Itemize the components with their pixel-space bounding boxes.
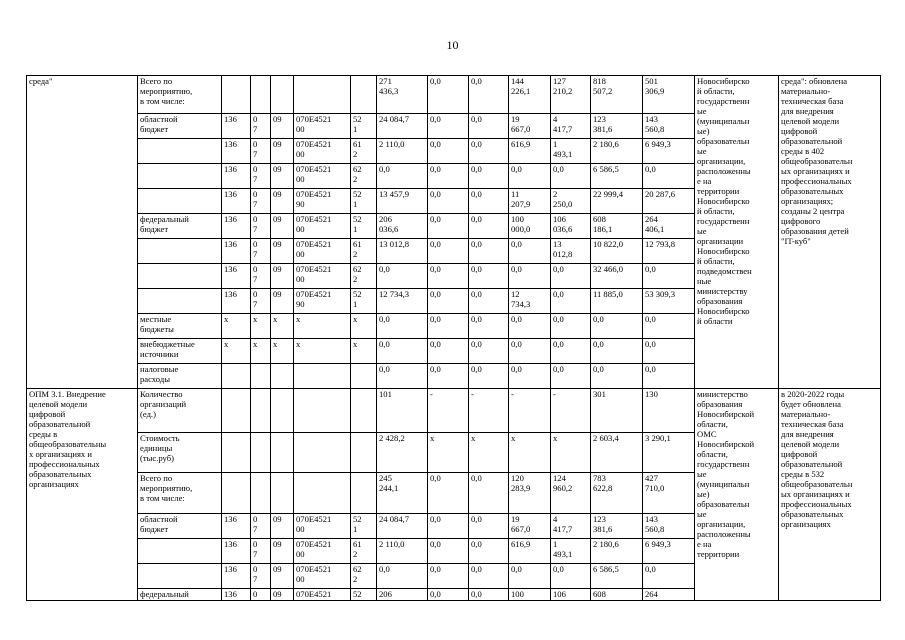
csr-cell: 070Е4521 90 xyxy=(294,189,351,214)
y2023-cell: 123 381,6 xyxy=(591,114,643,139)
y2022-cell: 4 417,7 xyxy=(551,514,591,539)
y2019-cell: 0,0 xyxy=(428,514,469,539)
y2022-cell: 127 210,2 xyxy=(551,76,591,114)
vr-cell: x xyxy=(351,314,377,339)
grbs-cell xyxy=(222,76,251,114)
source-cell: областной бюджет xyxy=(138,114,222,139)
y2023-cell: 0,0 xyxy=(591,339,643,364)
executors-cell: Новосибирско й области, государственн ые (муниципальн ые) образовательн ые организации, расположенны е на территории Новосибирско й области, государственн ые организации Новосибирско й области, подведомствен ные министерству образования Новосибирско й области xyxy=(695,76,779,389)
source-cell: налоговые расходы xyxy=(138,364,222,389)
y2023-cell: 6 586,5 xyxy=(591,564,643,589)
vr-cell: 52 1 xyxy=(351,514,377,539)
rz-cell xyxy=(251,364,271,389)
y2019-cell: 0,0 xyxy=(428,214,469,239)
y2020-cell: 0,0 xyxy=(469,364,509,389)
pr-cell: 09 xyxy=(271,189,294,214)
total-cell: 206 036,6 xyxy=(377,214,428,239)
pr-cell: 09 xyxy=(271,539,294,564)
table-row xyxy=(27,76,881,114)
csr-cell xyxy=(294,389,351,433)
source-cell xyxy=(138,564,222,589)
y2022-cell: 1 493,1 xyxy=(551,539,591,564)
y2020-cell: 0,0 xyxy=(469,264,509,289)
total-cell: 206 xyxy=(377,589,428,601)
source-cell: областной бюджет xyxy=(138,514,222,539)
y2024-cell: 6 949,3 xyxy=(643,539,695,564)
y2021-cell: 0,0 xyxy=(509,239,551,264)
y2019-cell: 0,0 xyxy=(428,264,469,289)
y2023-cell: 123 381,6 xyxy=(591,514,643,539)
grbs-cell xyxy=(222,389,251,433)
y2023-cell: 818 507,2 xyxy=(591,76,643,114)
total-cell: 24 084,7 xyxy=(377,114,428,139)
y2024-cell: 143 560,8 xyxy=(643,114,695,139)
pr-cell: 09 xyxy=(271,139,294,164)
y2019-cell: 0,0 xyxy=(428,189,469,214)
vr-cell xyxy=(351,76,377,114)
y2019-cell: 0,0 xyxy=(428,164,469,189)
vr-cell: 61 2 xyxy=(351,139,377,164)
total-cell: 271 436,3 xyxy=(377,76,428,114)
pr-cell: 09 xyxy=(271,289,294,314)
y2023-cell: 0,0 xyxy=(591,364,643,389)
y2020-cell: 0,0 xyxy=(469,539,509,564)
y2023-cell: 2 180,6 xyxy=(591,539,643,564)
rz-cell: 0 7 xyxy=(251,539,271,564)
page-number: 10 xyxy=(446,38,459,52)
pr-cell: 09 xyxy=(271,114,294,139)
y2023-cell: 32 466,0 xyxy=(591,264,643,289)
executors-cell: министерство образования Новосибирской области, ОМС Новосибирской области, государственн ые (муниципальн ые) образовательн ые организации, расположенны е на территории xyxy=(695,389,779,601)
grbs-cell: 136 xyxy=(222,139,251,164)
y2019-cell: - xyxy=(428,389,469,433)
source-cell: Количество организаций (ед.) xyxy=(138,389,222,433)
rz-cell: x xyxy=(251,314,271,339)
y2019-cell: x xyxy=(428,433,469,473)
y2020-cell: 0,0 xyxy=(469,214,509,239)
total-cell: 0,0 xyxy=(377,564,428,589)
y2019-cell: 0,0 xyxy=(428,589,469,601)
expected-result-cell: в 2020-2022 годы будет обновлена материально- техническая база для внедрения целевой модели цифровой образовательной среды в 532 общеобразовательн ых организациях и профессиональных образовательных организациях xyxy=(779,389,881,601)
y2021-cell: 0,0 xyxy=(509,564,551,589)
y2023-cell: 6 586,5 xyxy=(591,164,643,189)
y2024-cell: 0,0 xyxy=(643,264,695,289)
pr-cell: 09 xyxy=(271,214,294,239)
y2021-cell: 12 734,3 xyxy=(509,289,551,314)
y2020-cell: 0,0 xyxy=(469,314,509,339)
source-cell: внебюджетные источники xyxy=(138,339,222,364)
vr-cell xyxy=(351,433,377,473)
y2023-cell: 0,0 xyxy=(591,314,643,339)
vr-cell xyxy=(351,364,377,389)
rz-cell: 0 xyxy=(251,589,271,601)
grbs-cell: 136 xyxy=(222,539,251,564)
pr-cell: 09 xyxy=(271,239,294,264)
y2021-cell: 19 667,0 xyxy=(509,114,551,139)
total-cell: 0,0 xyxy=(377,264,428,289)
y2020-cell: 0,0 xyxy=(469,514,509,539)
csr-cell xyxy=(294,473,351,514)
y2022-cell: 0,0 xyxy=(551,364,591,389)
y2023-cell: 11 885,0 xyxy=(591,289,643,314)
total-cell: 0,0 xyxy=(377,164,428,189)
y2019-cell: 0,0 xyxy=(428,364,469,389)
y2021-cell: 616,9 xyxy=(509,139,551,164)
grbs-cell: 136 xyxy=(222,289,251,314)
rz-cell: 0 7 xyxy=(251,264,271,289)
y2021-cell: 0,0 xyxy=(509,314,551,339)
y2022-cell: 106 036,6 xyxy=(551,214,591,239)
activity-name-cell: среда" xyxy=(27,76,138,389)
y2022-cell: 124 960,2 xyxy=(551,473,591,514)
total-cell: 0,0 xyxy=(377,364,428,389)
y2023-cell: 608 186,1 xyxy=(591,214,643,239)
pr-cell: x xyxy=(271,314,294,339)
expected-result-cell: среда": обновлена материально- техническая база для внедрения целевой модели цифровой образовательной среды в 402 общеобразовательн ых организациях и профессиональных образовательных организациях; созданы 2 центра цифрового образования детей "IT-куб" xyxy=(779,76,881,389)
total-cell: 0,0 xyxy=(377,339,428,364)
pr-cell: 09 xyxy=(271,514,294,539)
y2022-cell: 2 250,0 xyxy=(551,189,591,214)
y2023-cell: 301 xyxy=(591,389,643,433)
grbs-cell: 136 xyxy=(222,114,251,139)
y2024-cell: 3 290,1 xyxy=(643,433,695,473)
y2020-cell: 0,0 xyxy=(469,589,509,601)
source-cell: федеральный бюджет xyxy=(138,214,222,239)
source-cell: Всего по мероприятию, в том числе: xyxy=(138,76,222,114)
csr-cell: 070Е4521 00 xyxy=(294,514,351,539)
vr-cell: 62 2 xyxy=(351,564,377,589)
y2019-cell: 0,0 xyxy=(428,539,469,564)
vr-cell: 61 2 xyxy=(351,539,377,564)
y2022-cell: x xyxy=(551,433,591,473)
source-cell xyxy=(138,164,222,189)
y2024-cell: 12 793,8 xyxy=(643,239,695,264)
y2021-cell: 100 xyxy=(509,589,551,601)
y2020-cell: 0,0 xyxy=(469,164,509,189)
y2021-cell: x xyxy=(509,433,551,473)
y2022-cell: 1 493,1 xyxy=(551,139,591,164)
y2019-cell: 0,0 xyxy=(428,289,469,314)
total-cell: 12 734,3 xyxy=(377,289,428,314)
grbs-cell: 136 xyxy=(222,239,251,264)
y2022-cell: 106 xyxy=(551,589,591,601)
y2024-cell: 264 xyxy=(643,589,695,601)
budget-table xyxy=(26,75,881,601)
pr-cell: 09 xyxy=(271,589,294,601)
source-cell: федеральный xyxy=(138,589,222,601)
vr-cell: 62 2 xyxy=(351,264,377,289)
y2024-cell: 20 287,6 xyxy=(643,189,695,214)
total-cell: 2 428,2 xyxy=(377,433,428,473)
y2019-cell: 0,0 xyxy=(428,239,469,264)
y2020-cell: 0,0 xyxy=(469,139,509,164)
y2023-cell: 783 622,8 xyxy=(591,473,643,514)
rz-cell xyxy=(251,389,271,433)
total-cell: 2 110,0 xyxy=(377,539,428,564)
grbs-cell: 136 xyxy=(222,164,251,189)
y2024-cell: 264 406,1 xyxy=(643,214,695,239)
grbs-cell: 136 xyxy=(222,264,251,289)
source-cell: местные бюджеты xyxy=(138,314,222,339)
y2024-cell: 143 560,8 xyxy=(643,514,695,539)
total-cell: 24 084,7 xyxy=(377,514,428,539)
csr-cell xyxy=(294,433,351,473)
pr-cell: 09 xyxy=(271,164,294,189)
rz-cell: 0 7 xyxy=(251,514,271,539)
grbs-cell xyxy=(222,433,251,473)
y2019-cell: 0,0 xyxy=(428,314,469,339)
pr-cell: 09 xyxy=(271,264,294,289)
grbs-cell: 136 xyxy=(222,189,251,214)
y2024-cell: 427 710,0 xyxy=(643,473,695,514)
pr-cell xyxy=(271,473,294,514)
y2020-cell: 0,0 xyxy=(469,564,509,589)
vr-cell: 52 xyxy=(351,589,377,601)
rz-cell: 0 7 xyxy=(251,289,271,314)
total-cell: 13 457,9 xyxy=(377,189,428,214)
pr-cell xyxy=(271,76,294,114)
rz-cell: 0 7 xyxy=(251,189,271,214)
y2024-cell: 53 309,3 xyxy=(643,289,695,314)
pr-cell xyxy=(271,389,294,433)
y2022-cell: - xyxy=(551,389,591,433)
y2024-cell: 6 949,3 xyxy=(643,139,695,164)
csr-cell: x xyxy=(294,314,351,339)
y2020-cell: 0,0 xyxy=(469,189,509,214)
grbs-cell: x xyxy=(222,314,251,339)
y2019-cell: 0,0 xyxy=(428,139,469,164)
csr-cell: 070Е4521 xyxy=(294,589,351,601)
rz-cell xyxy=(251,433,271,473)
csr-cell: x xyxy=(294,339,351,364)
rz-cell: 0 7 xyxy=(251,214,271,239)
y2024-cell: 0,0 xyxy=(643,314,695,339)
y2023-cell: 2 180,6 xyxy=(591,139,643,164)
y2020-cell: 0,0 xyxy=(469,114,509,139)
rz-cell: 0 7 xyxy=(251,239,271,264)
pr-cell xyxy=(271,433,294,473)
source-cell: Всего по мероприятию, в том числе: xyxy=(138,473,222,514)
source-cell xyxy=(138,264,222,289)
vr-cell xyxy=(351,473,377,514)
y2024-cell: 0,0 xyxy=(643,164,695,189)
y2021-cell: 0,0 xyxy=(509,364,551,389)
table-row xyxy=(27,389,881,433)
y2023-cell: 2 603,4 xyxy=(591,433,643,473)
y2024-cell: 0,0 xyxy=(643,564,695,589)
total-cell: 101 xyxy=(377,389,428,433)
y2023-cell: 10 822,0 xyxy=(591,239,643,264)
csr-cell: 070Е4521 00 xyxy=(294,539,351,564)
vr-cell: x xyxy=(351,339,377,364)
csr-cell xyxy=(294,364,351,389)
source-cell xyxy=(138,139,222,164)
y2019-cell: 0,0 xyxy=(428,564,469,589)
total-cell: 2 110,0 xyxy=(377,139,428,164)
vr-cell xyxy=(351,389,377,433)
source-cell: Стоимость единицы (тыс.руб) xyxy=(138,433,222,473)
source-cell xyxy=(138,539,222,564)
y2021-cell: 0,0 xyxy=(509,339,551,364)
rz-cell: 0 7 xyxy=(251,564,271,589)
y2022-cell: 4 417,7 xyxy=(551,114,591,139)
y2021-cell: 19 667,0 xyxy=(509,514,551,539)
grbs-cell: 136 xyxy=(222,589,251,601)
csr-cell: 070Е4521 00 xyxy=(294,264,351,289)
vr-cell: 52 1 xyxy=(351,289,377,314)
csr-cell: 070Е4521 00 xyxy=(294,139,351,164)
y2020-cell: 0,0 xyxy=(469,473,509,514)
y2022-cell: 0,0 xyxy=(551,289,591,314)
y2019-cell: 0,0 xyxy=(428,473,469,514)
csr-cell: 070Е4521 00 xyxy=(294,239,351,264)
y2021-cell: 11 207,9 xyxy=(509,189,551,214)
y2022-cell: 0,0 xyxy=(551,164,591,189)
y2024-cell: 130 xyxy=(643,389,695,433)
grbs-cell xyxy=(222,473,251,514)
rz-cell xyxy=(251,76,271,114)
rz-cell xyxy=(251,473,271,514)
rz-cell: x xyxy=(251,339,271,364)
vr-cell: 52 1 xyxy=(351,214,377,239)
total-cell: 13 012,8 xyxy=(377,239,428,264)
y2022-cell: 0,0 xyxy=(551,264,591,289)
y2023-cell: 608 xyxy=(591,589,643,601)
y2024-cell: 0,0 xyxy=(643,364,695,389)
csr-cell: 070Е4521 00 xyxy=(294,164,351,189)
y2019-cell: 0,0 xyxy=(428,76,469,114)
total-cell: 0,0 xyxy=(377,314,428,339)
vr-cell: 62 2 xyxy=(351,164,377,189)
rz-cell: 0 7 xyxy=(251,114,271,139)
y2024-cell: 501 306,9 xyxy=(643,76,695,114)
total-cell: 245 244,1 xyxy=(377,473,428,514)
y2020-cell: x xyxy=(469,433,509,473)
source-cell xyxy=(138,189,222,214)
y2021-cell: 616,9 xyxy=(509,539,551,564)
source-cell xyxy=(138,289,222,314)
vr-cell: 52 1 xyxy=(351,189,377,214)
y2022-cell: 0,0 xyxy=(551,339,591,364)
grbs-cell xyxy=(222,364,251,389)
activity-name-cell: ОПМ 3.1. Внедрение целевой модели цифровой образовательной среды в общеобразовательны х организациях и профессиональных образовательных организациях xyxy=(27,389,138,601)
grbs-cell: 136 xyxy=(222,514,251,539)
y2022-cell: 0,0 xyxy=(551,314,591,339)
y2021-cell: 100 000,0 xyxy=(509,214,551,239)
y2020-cell: 0,0 xyxy=(469,76,509,114)
y2021-cell: 0,0 xyxy=(509,264,551,289)
y2019-cell: 0,0 xyxy=(428,339,469,364)
grbs-cell: x xyxy=(222,339,251,364)
csr-cell: 070Е4521 00 xyxy=(294,564,351,589)
rz-cell: 0 7 xyxy=(251,139,271,164)
y2019-cell: 0,0 xyxy=(428,114,469,139)
y2021-cell: 120 283,9 xyxy=(509,473,551,514)
csr-cell xyxy=(294,76,351,114)
vr-cell: 52 1 xyxy=(351,114,377,139)
grbs-cell: 136 xyxy=(222,214,251,239)
y2021-cell: 144 226,1 xyxy=(509,76,551,114)
pr-cell: 09 xyxy=(271,564,294,589)
rz-cell: 0 7 xyxy=(251,164,271,189)
y2020-cell: - xyxy=(469,389,509,433)
y2022-cell: 13 012,8 xyxy=(551,239,591,264)
y2020-cell: 0,0 xyxy=(469,339,509,364)
csr-cell: 070Е4521 90 xyxy=(294,289,351,314)
y2022-cell: 0,0 xyxy=(551,564,591,589)
grbs-cell: 136 xyxy=(222,564,251,589)
pr-cell xyxy=(271,364,294,389)
y2021-cell: - xyxy=(509,389,551,433)
y2024-cell: 0,0 xyxy=(643,339,695,364)
y2023-cell: 22 999,4 xyxy=(591,189,643,214)
y2021-cell: 0,0 xyxy=(509,164,551,189)
y2020-cell: 0,0 xyxy=(469,239,509,264)
source-cell xyxy=(138,239,222,264)
pr-cell: x xyxy=(271,339,294,364)
csr-cell: 070Е4521 00 xyxy=(294,114,351,139)
vr-cell: 61 2 xyxy=(351,239,377,264)
y2020-cell: 0,0 xyxy=(469,289,509,314)
csr-cell: 070Е4521 00 xyxy=(294,214,351,239)
